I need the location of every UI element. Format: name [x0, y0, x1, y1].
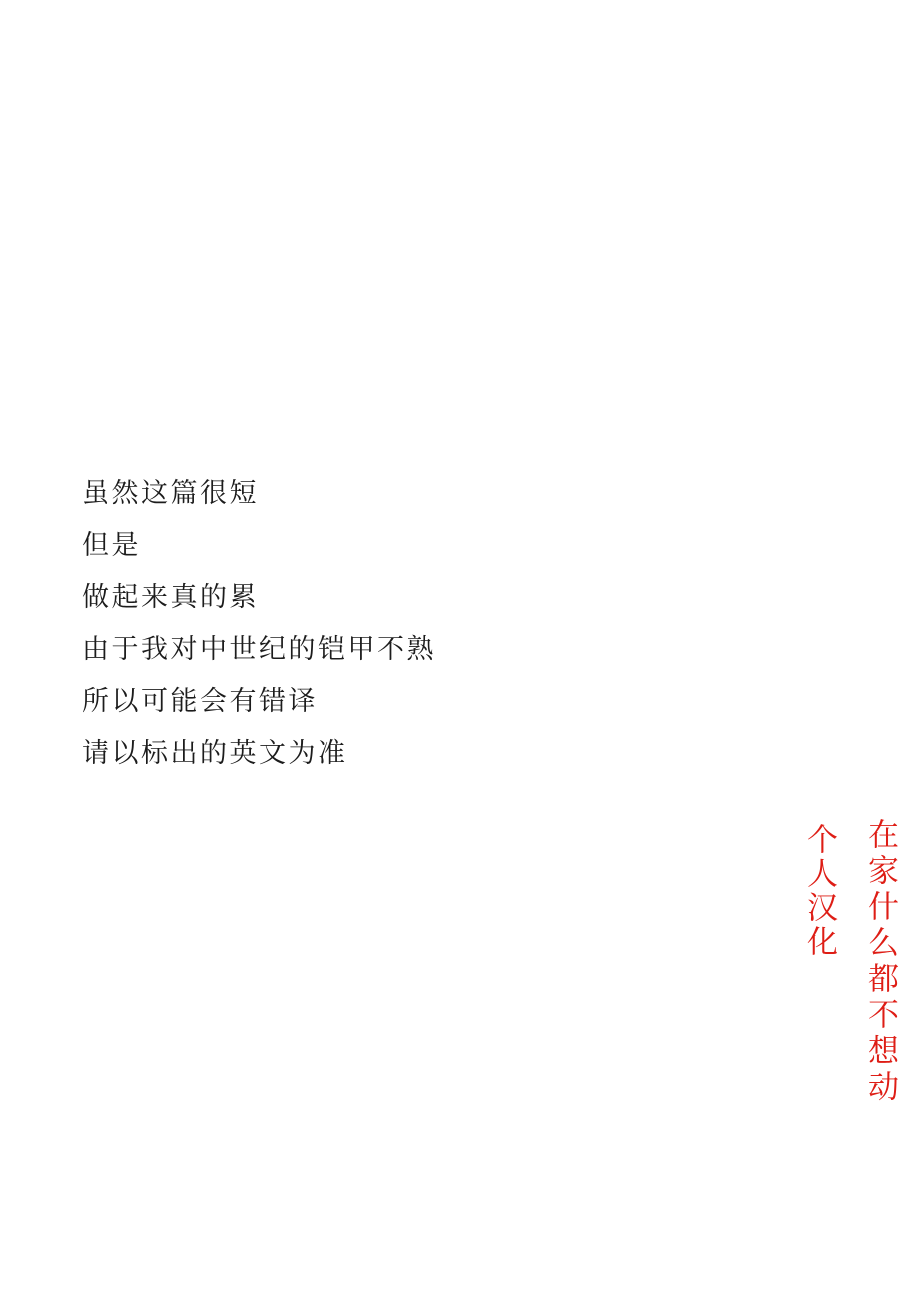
note-line-4: 由于我对中世纪的铠甲不熟 [82, 634, 436, 664]
vertical-note-credit: 个人汉化 [802, 823, 837, 959]
note-line-5: 所以可能会有错译 [82, 686, 318, 716]
note-line-2: 但是 [82, 530, 141, 560]
note-line-1: 虽然这篇很短 [82, 478, 259, 508]
note-line-3: 做起来真的累 [82, 582, 259, 612]
note-line-6: 请以标出的英文为准 [82, 738, 348, 768]
vertical-note-mood: 在家什么都不想动 [863, 818, 898, 1106]
translator-note-block [82, 467, 436, 779]
